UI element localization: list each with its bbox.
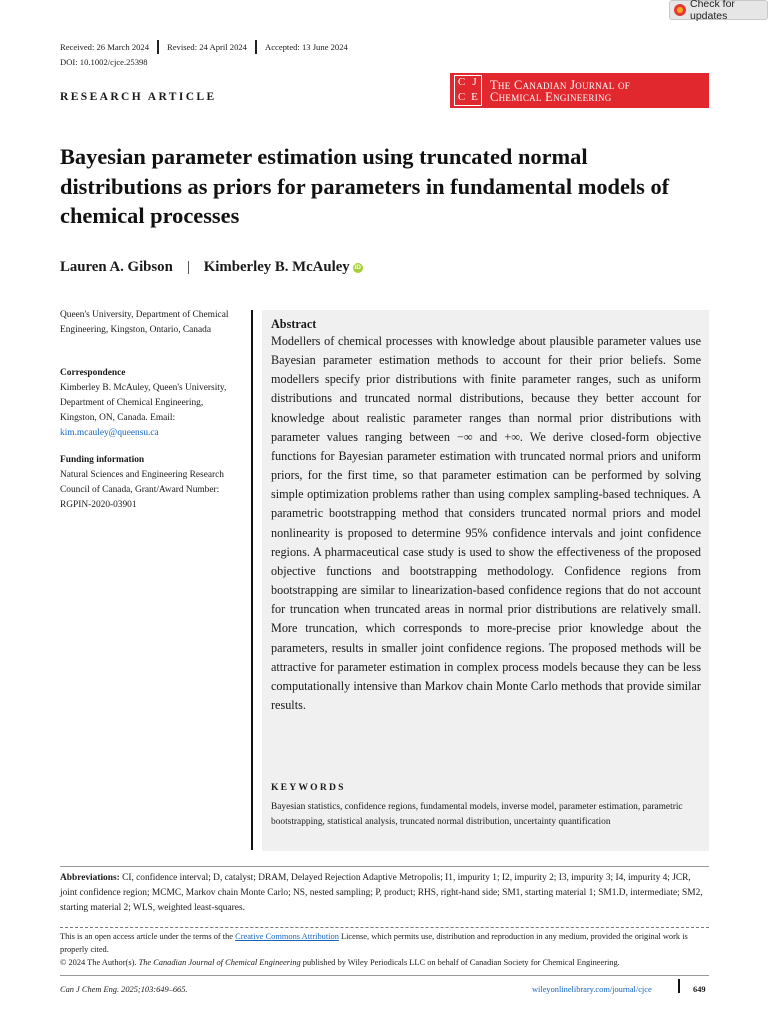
keywords-text: Bayesian statistics, confidence regions, fundamental models, inverse model, parameter estimation, parametric bootstrapping, statistical analysis, truncated normal distribution, uncertainty quantification	[271, 802, 683, 827]
open-access-notice	[60, 930, 710, 970]
license-suffix: License, which permits use, distribution and reproduction in any medium, provided the original work is properly cited.	[60, 932, 688, 955]
abstract-text: Modellers of chemical processes with knowledge about plausible parameter values use Bayesian parameter estimation methods to account for their prior beliefs. Some modellers specify prior distributions with finite parameter ranges, such as uniform distributions and truncated normal distributions, because they better account for knowledge about realistic parameter ranges than normal prior distributions with parameter values ranging between −∞ and +∞. We derive closed-form objective functions for Bayesian parameter estimation with truncated normal priors and uniform priors, for the first time, so that parameter estimation can be performed by solving simple optimization problems rather than using complex sampling-based techniques. A parametric bootstrapping method that considers truncated normal priors and model nonlinearity is proposed to determine 95% confidence intervals and joint confidence regions. A pharmaceutical case study is used to show the effectiveness of the proposed objective functions and bootstrapping methodology. Confidence regions from bootstrapping are similar to linearization-based confidence regions that do not account for truncation when truncated areas in normal prior distributions are relatively small. More truncation, which corresponds to more-precise prior knowledge about the parameters, results in smaller joint confidence regions. The proposed methods will be attractive for parameter estimation in complex process models because they can be less computationally intensive than Markov chain Monte Carlo methods that provide similar results.	[271, 334, 701, 712]
divider	[678, 979, 680, 993]
article-title: Bayesian parameter estimation using truncated normal distributions as priors for parameters in fundamental models of chemical processes	[60, 144, 670, 228]
correspondence-address: Kimberley B. McAuley, Queen's University, Department of Chemical Engineering, Kingston, ON, Canada.	[60, 383, 227, 423]
funding-information	[60, 453, 235, 513]
keywords-heading: KEYWORDS	[271, 782, 346, 793]
logo-letter: J	[472, 76, 477, 88]
divider	[157, 40, 159, 54]
correspondence-heading: Correspondence	[60, 368, 126, 378]
license-line	[60, 930, 710, 956]
journal-name-line1: The Canadian Journal of	[490, 77, 631, 92]
article-dates	[60, 40, 348, 54]
affiliation: Queen's University, Department of Chemical Engineering, Kingston, Ontario, Canada	[60, 310, 229, 335]
abbreviations	[60, 871, 710, 916]
divider	[60, 866, 709, 867]
license-prefix: This is an open access article under the terms of the	[60, 932, 236, 941]
copyright-suffix: published by Wiley Periodicals LLC on behalf of Canadian Society for Chemical Engineering.	[300, 958, 620, 968]
author-name[interactable]: Kimberley B. McAuley	[203, 259, 350, 275]
journal-name	[490, 79, 630, 103]
divider	[60, 927, 709, 928]
footer-citation: Can J Chem Eng. 2025;103:649–665.	[60, 985, 188, 994]
doi: DOI: 10.1002/cjce.25398	[60, 57, 148, 67]
logo-letter: C	[457, 90, 466, 103]
correspondence-text	[60, 381, 235, 441]
divider	[255, 40, 257, 54]
footer-journal-link[interactable]: wileyonlinelibrary.com/journal/cjce	[532, 985, 652, 994]
journal-name-line2: Chemical Engineering	[490, 89, 612, 104]
author-name[interactable]: Lauren A. Gibson	[60, 259, 173, 275]
email-label: Email:	[150, 413, 176, 423]
logo-letter: C	[457, 76, 466, 88]
funding-heading: Funding information	[60, 455, 145, 465]
page-number: 649	[693, 985, 706, 994]
accepted-date: Accepted: 13 June 2024	[264, 42, 348, 52]
author-list	[60, 259, 363, 276]
logo-letter: E	[471, 90, 478, 103]
journal-logo	[454, 75, 482, 106]
check-for-updates-label: Check for updates	[690, 0, 735, 22]
abbreviations-label: Abbreviations:	[60, 873, 120, 883]
article-type: RESEARCH ARTICLE	[60, 91, 217, 103]
crossmark-icon	[674, 4, 686, 16]
abbreviations-text: CI, confidence interval; D, catalyst; DRAM, Delayed Rejection Adaptive Metropolis; I1, impurity 1; I2, impurity 2; I3, impurity 3; I4, impurity 4; JCR, joint confidence region; MCMC, Markov chain Monte Carlo; NS, nested sampling; P, product; RHS, right-hand side; SM1, starting material 1; SM1.D, intermediate; SM2, starting material 2; WLS, weighted least-squares.	[60, 873, 703, 913]
revised-date: Revised: 24 April 2024	[167, 42, 247, 52]
journal-banner	[450, 73, 709, 108]
orcid-icon[interactable]: iD	[354, 263, 361, 271]
divider	[60, 975, 709, 976]
correspondence	[60, 366, 235, 441]
license-link[interactable]: Creative Commons Attribution	[235, 932, 339, 941]
copyright-prefix: © 2024 The Author(s).	[60, 958, 139, 968]
funding-text: Natural Sciences and Engineering Research Council of Canada, Grant/Award Number: RGPIN-2020-03901	[60, 470, 224, 510]
received-date: Received: 26 March 2024	[60, 42, 150, 52]
author-separator: |	[186, 259, 190, 275]
abstract-rule	[251, 310, 253, 850]
copyright-journal: The Canadian Journal of Chemical Engineering	[138, 958, 301, 968]
abstract-heading: Abstract	[271, 317, 317, 331]
copyright-line	[60, 956, 710, 969]
check-for-updates-button[interactable]	[669, 0, 768, 20]
email-link[interactable]: kim.mcauley@queensu.ca	[60, 428, 159, 438]
